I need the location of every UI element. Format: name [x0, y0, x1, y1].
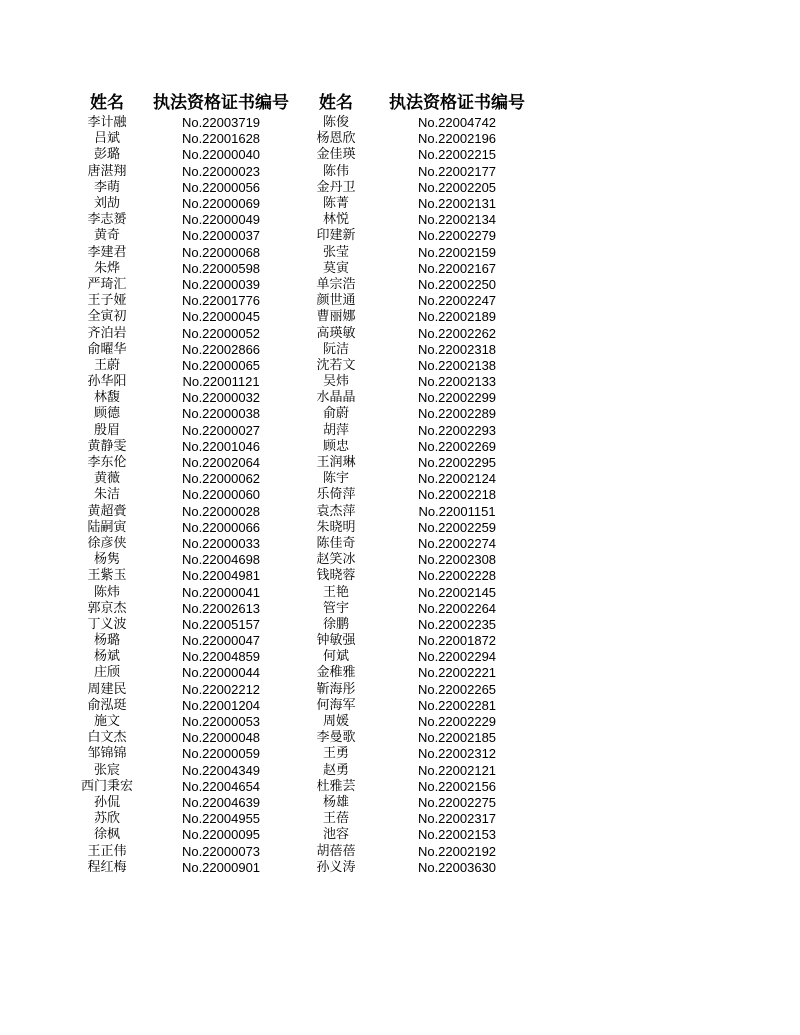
cert-cell-left: No.22000060: [181, 487, 261, 503]
name-cell-left: 王子娅: [87, 293, 127, 309]
cert-cell-left: No.22000069: [181, 196, 261, 212]
name-cell-right: 何海军: [316, 697, 356, 713]
table-row: [68, 180, 538, 196]
table-row: [68, 196, 538, 212]
table-row: [68, 665, 538, 681]
table-row: [68, 406, 538, 422]
table-body: [68, 115, 538, 876]
name-cell-right: 金佳瑛: [316, 147, 356, 163]
name-cell-left: 俞曜华: [87, 341, 127, 357]
name-cell-left: 朱洁: [93, 487, 120, 503]
table-row: [68, 584, 538, 600]
cert-cell-left: No.22000901: [181, 859, 261, 875]
name-cell-left: 白文杰: [87, 730, 127, 746]
cert-cell-left: No.22001776: [181, 293, 261, 309]
cert-cell-left: No.22001204: [181, 697, 261, 713]
cert-cell-left: No.22001121: [182, 374, 260, 390]
table-row: [68, 309, 538, 325]
table-row: [68, 487, 538, 503]
name-cell-right: 何斌: [322, 649, 349, 665]
cert-cell-right: No.22002205: [417, 179, 497, 195]
cert-cell-left: No.22000044: [181, 665, 261, 681]
cert-cell-right: No.22004742: [417, 115, 497, 131]
cert-cell-right: No.22002215: [417, 147, 497, 163]
name-cell-left: 王蔚: [93, 357, 120, 373]
cert-cell-right: No.22002299: [417, 390, 497, 406]
cert-cell-right: No.22002177: [417, 163, 497, 179]
name-cell-right: 沈若文: [316, 357, 356, 373]
cert-cell-left: No.22000023: [181, 163, 261, 179]
name-cell-right: 莫寅: [322, 260, 349, 276]
table-row: [68, 504, 538, 520]
name-cell-right: 印建新: [316, 228, 356, 244]
cert-cell-left: No.22000048: [181, 730, 261, 746]
table-row: [68, 795, 538, 811]
name-cell-right: 赵笑冰: [316, 552, 356, 568]
name-cell-right: 朱晓明: [316, 519, 356, 535]
table-row: [68, 342, 538, 358]
cert-cell-right: No.22002192: [417, 843, 497, 859]
name-cell-left: 顾德: [93, 406, 120, 422]
name-cell-left: 吕斌: [93, 131, 120, 147]
cert-cell-left: No.22005157: [181, 616, 261, 632]
cert-cell-left: No.22000039: [181, 276, 261, 292]
cert-cell-right: No.22002312: [417, 746, 497, 762]
cert-cell-right: No.22002308: [417, 552, 497, 568]
table-row: [68, 698, 538, 714]
cert-cell-right: No.22002131: [417, 196, 497, 212]
cert-cell-right: No.22002138: [417, 357, 497, 373]
name-cell-right: 陈俊: [322, 115, 349, 131]
table-row: [68, 390, 538, 406]
name-cell-left: 孙华阳: [87, 374, 127, 390]
cert-cell-right: No.22002289: [417, 406, 497, 422]
header-cert-right: 执法资格证书编号: [389, 93, 525, 113]
cert-cell-left: No.22004698: [181, 552, 261, 568]
name-cell-left: 杨璐: [93, 633, 120, 649]
name-cell-left: 李志赟: [87, 212, 127, 228]
cert-cell-left: No.22000041: [181, 584, 261, 600]
header-row: [68, 91, 538, 115]
certificate-table: [68, 91, 538, 876]
name-cell-left: 周建民: [87, 681, 127, 697]
table-row: [68, 261, 538, 277]
table-row: [68, 860, 538, 876]
cert-cell-right: No.22002318: [417, 341, 497, 357]
cert-cell-right: No.22002159: [417, 244, 497, 260]
name-cell-right: 杨恩欣: [316, 131, 356, 147]
name-cell-right: 王勇: [322, 746, 349, 762]
cert-cell-left: No.22000032: [181, 390, 261, 406]
name-cell-right: 陈佳奇: [316, 535, 356, 551]
cert-cell-right: No.22002264: [417, 600, 497, 616]
table-row: [68, 212, 538, 228]
cert-cell-right: No.22002145: [417, 584, 497, 600]
name-cell-right: 杜雅芸: [316, 778, 356, 794]
name-cell-left: 丁义波: [87, 616, 127, 632]
name-cell-right: 王蓓: [322, 811, 349, 827]
name-cell-right: 袁杰萍: [316, 503, 356, 519]
cert-cell-right: No.22002221: [417, 665, 497, 681]
name-cell-right: 赵勇: [322, 762, 349, 778]
table-row: [68, 617, 538, 633]
cert-cell-left: No.22002866: [181, 341, 261, 357]
cert-cell-right: No.22002293: [417, 422, 497, 438]
name-cell-left: 徐彦侠: [87, 535, 127, 551]
cert-cell-left: No.22000027: [181, 422, 261, 438]
name-cell-right: 单宗浩: [316, 276, 356, 292]
name-cell-left: 邹锦锦: [87, 746, 127, 762]
cert-cell-right: No.22003630: [417, 859, 497, 875]
table-row: [68, 164, 538, 180]
name-cell-right: 张莹: [322, 244, 349, 260]
cert-cell-right: No.22002235: [417, 616, 497, 632]
name-cell-left: 黄奇: [93, 228, 120, 244]
name-cell-left: 李建君: [87, 244, 127, 260]
cert-cell-left: No.22001046: [181, 438, 261, 454]
cert-cell-left: No.22000062: [181, 471, 261, 487]
name-cell-right: 金稚雅: [316, 665, 356, 681]
table-row: [68, 763, 538, 779]
name-cell-right: 俞蔚: [322, 406, 349, 422]
table-row: [68, 536, 538, 552]
name-cell-right: 靳海彤: [316, 681, 356, 697]
cert-cell-left: No.22000073: [181, 843, 261, 859]
table-row: [68, 730, 538, 746]
cert-cell-left: No.22000056: [181, 179, 261, 195]
table-row: [68, 423, 538, 439]
name-cell-left: 陈炜: [93, 584, 120, 600]
name-cell-right: 管宇: [322, 600, 349, 616]
table-row: [68, 471, 538, 487]
cert-cell-left: No.22000066: [181, 519, 261, 535]
cert-cell-right: No.22002156: [417, 778, 497, 794]
name-cell-left: 施文: [93, 714, 120, 730]
cert-cell-right: No.22002185: [417, 730, 497, 746]
name-cell-left: 齐泊岩: [87, 325, 127, 341]
cert-cell-left: No.22000095: [181, 827, 261, 843]
name-cell-right: 林悦: [322, 212, 349, 228]
name-cell-right: 钱晓蓉: [316, 568, 356, 584]
name-cell-right: 李曼歌: [316, 730, 356, 746]
cert-cell-left: No.22003719: [181, 115, 261, 131]
name-cell-left: 西门秉宏: [80, 778, 133, 794]
name-cell-left: 陆嗣寅: [87, 519, 127, 535]
cert-cell-left: No.22002212: [181, 681, 261, 697]
name-cell-right: 陈伟: [322, 163, 349, 179]
table-row: [68, 633, 538, 649]
name-cell-right: 陈宇: [322, 471, 349, 487]
table-row: [68, 746, 538, 762]
table-row: [68, 245, 538, 261]
name-cell-left: 朱烨: [93, 260, 120, 276]
cert-cell-right: No.22002279: [417, 228, 497, 244]
name-cell-right: 阮洁: [322, 341, 349, 357]
name-cell-left: 杨隽: [93, 552, 120, 568]
table-row: [68, 552, 538, 568]
name-cell-left: 李计融: [87, 115, 127, 131]
cert-cell-right: No.22002153: [417, 827, 497, 843]
name-cell-right: 杨雄: [322, 794, 349, 810]
table-row: [68, 827, 538, 843]
cert-cell-left: No.22004859: [181, 649, 261, 665]
cert-cell-right: No.22002196: [417, 131, 497, 147]
table-row: [68, 682, 538, 698]
header-name-left: 姓名: [90, 93, 124, 113]
cert-cell-left: No.22000065: [181, 357, 261, 373]
name-cell-right: 池容: [322, 827, 349, 843]
name-cell-left: 张宸: [93, 762, 120, 778]
name-cell-right: 王艳: [322, 584, 349, 600]
cert-cell-left: No.22000052: [181, 325, 261, 341]
table-row: [68, 325, 538, 341]
cert-cell-left: No.22000053: [181, 714, 261, 730]
table-row: [68, 520, 538, 536]
name-cell-right: 胡萍: [322, 422, 349, 438]
name-cell-left: 严琦汇: [87, 276, 127, 292]
name-cell-left: 李萌: [93, 179, 120, 195]
cert-cell-left: No.22004955: [181, 811, 261, 827]
cert-cell-right: No.22002189: [417, 309, 497, 325]
name-cell-right: 顾忠: [322, 438, 349, 454]
table-row: [68, 277, 538, 293]
name-cell-right: 孙义涛: [316, 859, 356, 875]
table-row: [68, 147, 538, 163]
name-cell-right: 吴炜: [322, 374, 349, 390]
table-row: [68, 228, 538, 244]
name-cell-left: 王紫玉: [87, 568, 127, 584]
table-row: [68, 293, 538, 309]
cert-cell-right: No.22002274: [417, 535, 497, 551]
cert-cell-left: No.22000598: [181, 260, 261, 276]
cert-cell-left: No.22000045: [181, 309, 261, 325]
name-cell-right: 王润琳: [316, 455, 356, 471]
cert-cell-right: No.22002218: [417, 487, 497, 503]
name-cell-left: 郭京杰: [87, 600, 127, 616]
cert-cell-right: No.22001151: [418, 503, 496, 519]
table-row: [68, 649, 538, 665]
cert-cell-right: No.22002121: [417, 762, 497, 778]
name-cell-left: 程红梅: [87, 859, 127, 875]
table-row: [68, 439, 538, 455]
cert-cell-left: No.22000068: [181, 244, 261, 260]
table-row: [68, 131, 538, 147]
cert-cell-left: No.22004349: [181, 762, 261, 778]
cert-cell-right: No.22002294: [417, 649, 497, 665]
table-row: [68, 568, 538, 584]
name-cell-left: 黄薇: [93, 471, 120, 487]
cert-cell-left: No.22004654: [181, 778, 261, 794]
table-row: [68, 843, 538, 859]
name-cell-left: 李东伦: [87, 455, 127, 471]
name-cell-right: 金丹卫: [316, 179, 356, 195]
cert-cell-right: No.22002262: [417, 325, 497, 341]
cert-cell-right: No.22002134: [417, 212, 497, 228]
name-cell-left: 黄超賫: [87, 503, 127, 519]
cert-cell-left: No.22000038: [181, 406, 261, 422]
name-cell-right: 周媛: [322, 714, 349, 730]
table-row: [68, 455, 538, 471]
name-cell-left: 庄颀: [93, 665, 120, 681]
cert-cell-right: No.22002247: [417, 293, 497, 309]
name-cell-left: 俞泓珽: [87, 697, 127, 713]
name-cell-left: 黄静雯: [87, 438, 127, 454]
cert-cell-left: No.22000033: [181, 535, 261, 551]
table-row: [68, 374, 538, 390]
table-row: [68, 779, 538, 795]
cert-cell-left: No.22000037: [181, 228, 261, 244]
cert-cell-left: No.22000040: [181, 147, 261, 163]
name-cell-right: 乐倚萍: [316, 487, 356, 503]
cert-cell-right: No.22002317: [417, 811, 497, 827]
name-cell-right: 颜世通: [316, 293, 356, 309]
cert-cell-left: No.22002064: [181, 455, 261, 471]
cert-cell-right: No.22002229: [417, 714, 497, 730]
cert-cell-right: No.22001872: [417, 633, 497, 649]
name-cell-left: 林馥: [93, 390, 120, 406]
name-cell-right: 高瑛敏: [316, 325, 356, 341]
name-cell-left: 彭璐: [93, 147, 120, 163]
cert-cell-right: No.22002250: [417, 276, 497, 292]
header-name-right: 姓名: [319, 93, 353, 113]
name-cell-left: 孙侃: [93, 794, 120, 810]
cert-cell-right: No.22002133: [417, 374, 497, 390]
name-cell-left: 苏欣: [93, 811, 120, 827]
cert-cell-left: No.22001628: [181, 131, 261, 147]
name-cell-left: 刘劼: [93, 196, 120, 212]
cert-cell-right: No.22002124: [417, 471, 497, 487]
name-cell-right: 徐鹏: [322, 616, 349, 632]
name-cell-right: 水晶晶: [316, 390, 356, 406]
cert-cell-left: No.22004639: [181, 794, 261, 810]
name-cell-left: 徐枫: [93, 827, 120, 843]
name-cell-left: 王正伟: [87, 843, 127, 859]
name-cell-left: 殷眉: [93, 422, 120, 438]
cert-cell-right: No.22002228: [417, 568, 497, 584]
cert-cell-right: No.22002167: [417, 260, 497, 276]
cert-cell-left: No.22000047: [181, 633, 261, 649]
name-cell-left: 唐湛翔: [87, 163, 127, 179]
table-row: [68, 358, 538, 374]
cert-cell-right: No.22002281: [417, 697, 497, 713]
cert-cell-left: No.22000059: [181, 746, 261, 762]
name-cell-left: 杨斌: [93, 649, 120, 665]
table-row: [68, 811, 538, 827]
table-row: [68, 714, 538, 730]
cert-cell-right: No.22002259: [417, 519, 497, 535]
cert-cell-left: No.22002613: [181, 600, 261, 616]
cert-cell-right: No.22002265: [417, 681, 497, 697]
name-cell-right: 钟敏强: [316, 633, 356, 649]
name-cell-right: 陈菁: [322, 196, 349, 212]
cert-cell-right: No.22002275: [417, 794, 497, 810]
cert-cell-left: No.22000049: [181, 212, 261, 228]
cert-cell-right: No.22002269: [417, 438, 497, 454]
table-row: [68, 601, 538, 617]
name-cell-right: 胡蓓蓓: [316, 843, 356, 859]
cert-cell-left: No.22004981: [181, 568, 261, 584]
cert-cell-right: No.22002295: [417, 455, 497, 471]
header-cert-left: 执法资格证书编号: [153, 93, 289, 113]
cert-cell-left: No.22000028: [181, 503, 261, 519]
name-cell-left: 全寅初: [87, 309, 127, 325]
name-cell-right: 曹丽娜: [316, 309, 356, 325]
table-row: [68, 115, 538, 131]
